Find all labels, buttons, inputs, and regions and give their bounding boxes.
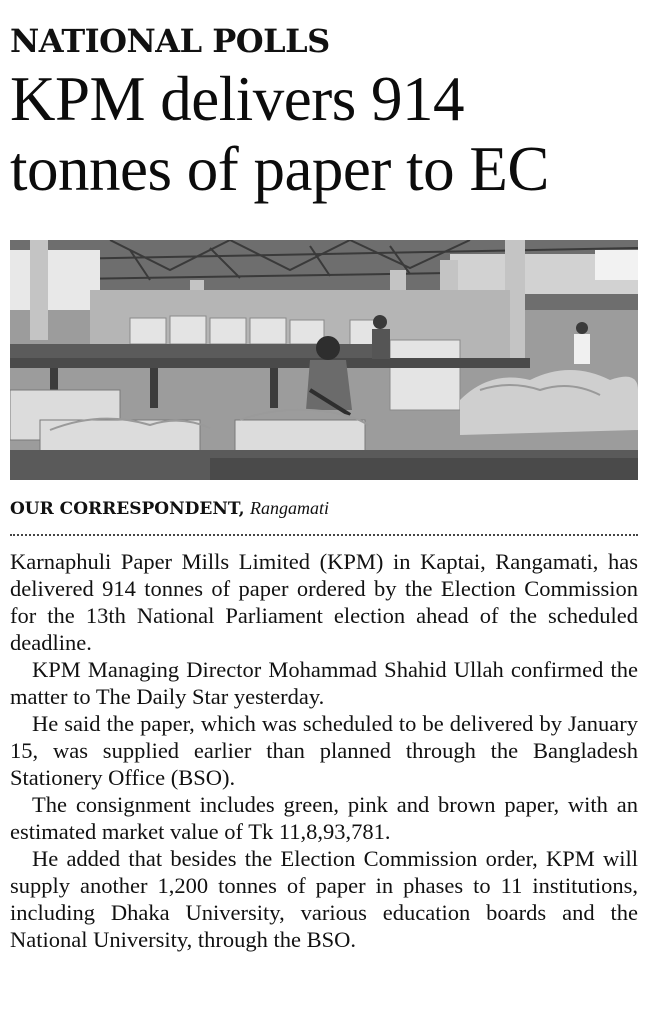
byline <box>10 496 638 521</box>
byline-author: OUR CORRESPONDENT, <box>10 499 245 519</box>
news-article <box>10 18 638 952</box>
paragraph: Karnaphuli Paper Mills Limited (KPM) in Kaptai, Rangamati, has delivered 914 tonnes of paper ordered by the Election Commission for the 13th National Parliament election ahead of the scheduled deadline. <box>10 549 638 655</box>
section-kicker: NATIONAL POLLS <box>10 22 330 60</box>
paper-mill-photo <box>10 240 638 480</box>
paragraph: KPM Managing Director Mohammad Shahid Ullah confirmed the matter to The Daily Star yesterday. <box>10 657 638 709</box>
byline-location: Rangamati <box>250 498 329 518</box>
paragraph: He added that besides the Election Commission order, KPM will supply another 1,200 tonnes of paper in phases to 11 institutions, including Dhaka University, various education boards and the National University, through the BSO. <box>10 846 638 952</box>
article-body <box>10 548 638 953</box>
headline: KPM delivers 914 tonnes of paper to EC <box>10 64 549 204</box>
dotted-divider <box>10 534 638 536</box>
paragraph: He said the paper, which was scheduled to be delivered by January 15, was supplied earlier than planned through the Bangladesh Stationery Office (BSO). <box>10 711 638 790</box>
paragraph: The consignment includes green, pink and brown paper, with an estimated market value of Tk 11,8,93,781. <box>10 792 638 844</box>
